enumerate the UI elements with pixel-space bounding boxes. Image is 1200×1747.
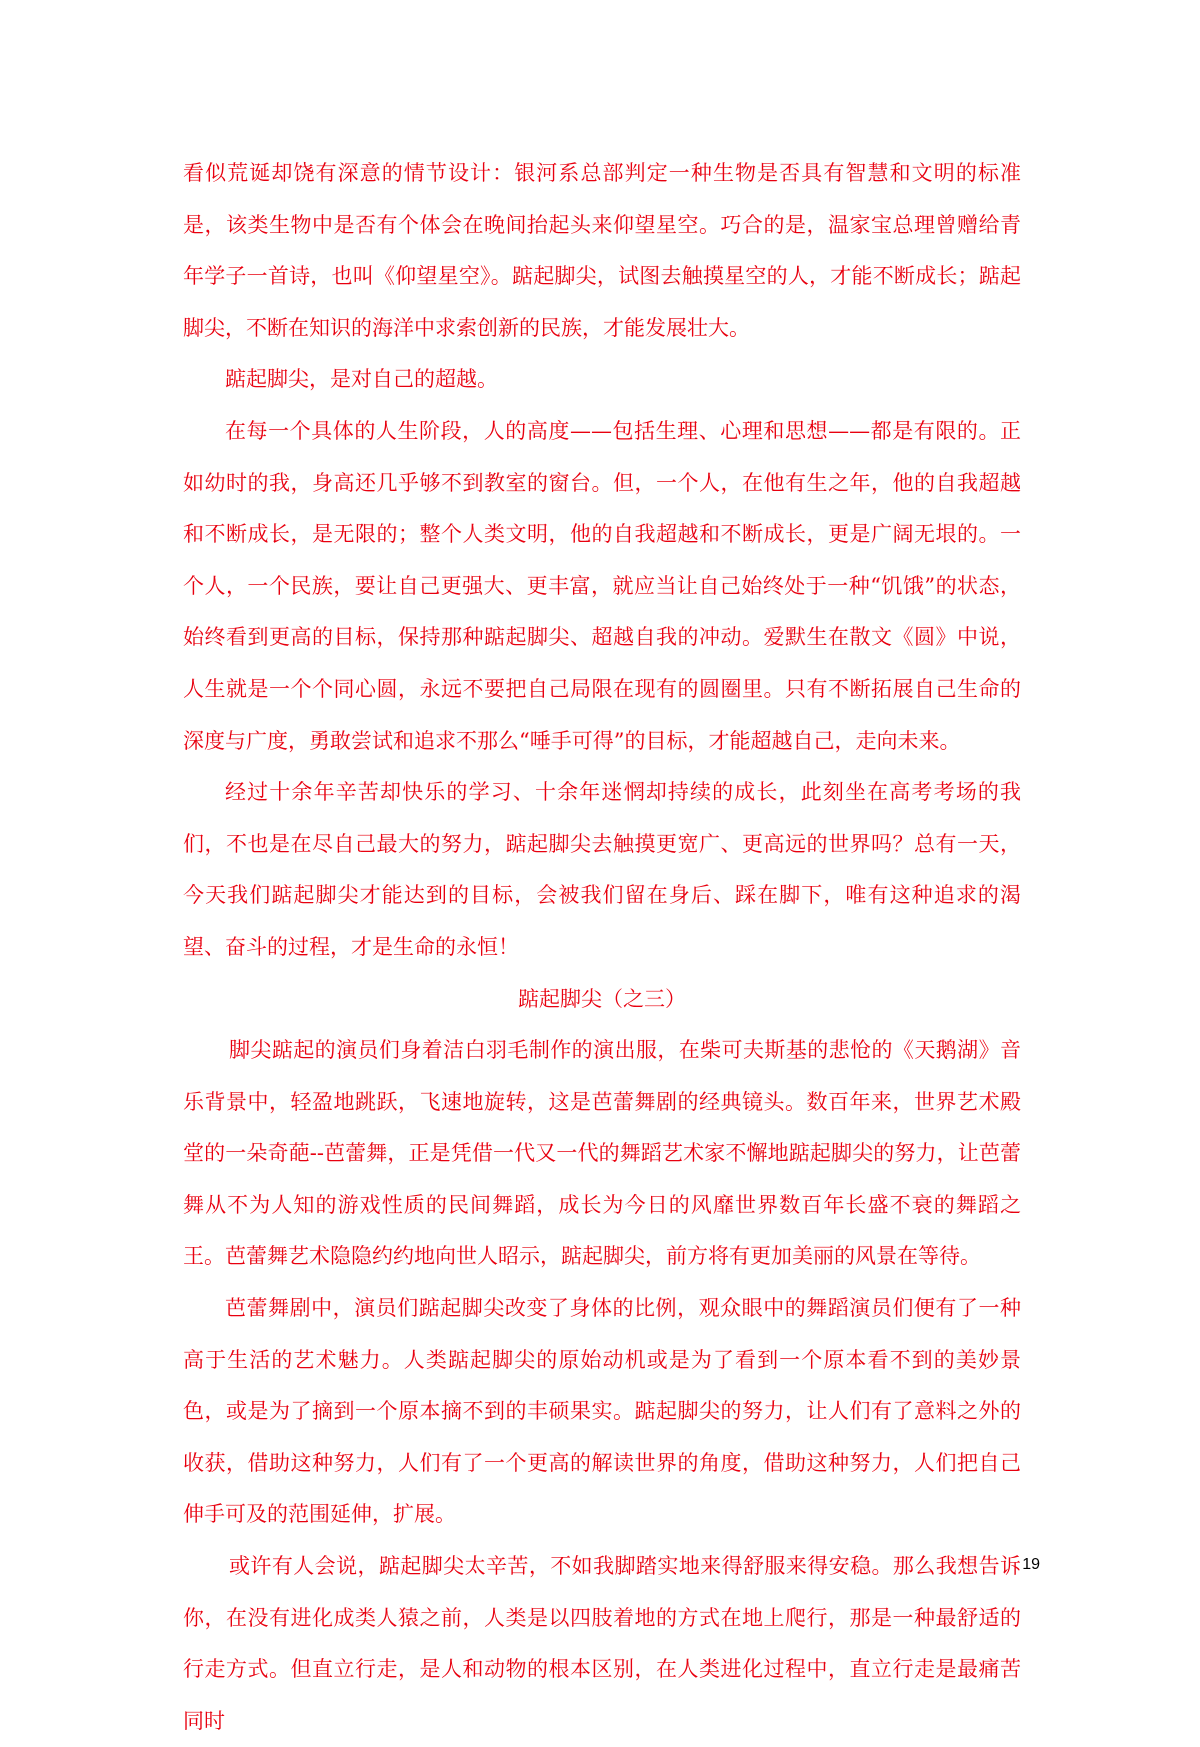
section-title: 踮起脚尖（之三）	[518, 986, 686, 1011]
paragraph-star-gazing: 看似荒诞却饶有深意的情节设计：银河系总部判定一种生物是否具有智慧和文明的标准是，该类生物中是否有个体会在晚间抬起头来仰望星空。巧合的是，温家宝总理曾赠给青年学子一首诗，也叫《仰望星空》。踮起脚尖，试图去触摸星空的人，才能不断成长；踮起脚尖，不断在知识的海洋中求索创新的民族，才能发展壮大。	[183, 161, 1021, 340]
paragraph-exam-reflection: 经过十余年辛苦却快乐的学习、十余年迷惘却持续的成长，此刻坐在高考考场的我们，不也是在尽自己最大的努力，踮起脚尖去触摸更宽广、更高远的世界吗？总有一天，今天我们踮起脚尖才能达到的目标，会被我们留在身后、踩在脚下，唯有这种追求的渴望、奋斗的过程，才是生命的永恒！	[183, 780, 1021, 959]
paragraph-upright-walking: 或许有人会说，踮起脚尖太辛苦，不如我脚踏实地来得舒服来得安稳。那么我想告诉你，在没有进化成类人猿之前，人类是以四肢着地的方式在地上爬行，那是一种最舒适的行走方式。但直立行走，是人和动物的根本区别，在人类进化过程中，直立行走是最痛苦同时	[183, 1554, 1021, 1733]
paragraph-ballet-intro: 脚尖踮起的演员们身着洁白羽毛制作的演出服，在柴可夫斯基的悲怆的《天鹅湖》音乐背景中，轻盈地跳跃，飞速地旋转，这是芭蕾舞剧的经典镜头。数百年来，世界艺术殿堂的一朵奇葩--芭蕾舞，正是凭借一代又一代的舞蹈艺术家不懈地踮起脚尖的努力，让芭蕾舞从不为人知的游戏性质的民间舞蹈，成长为今日的风靡世界数百年长盛不衰的舞蹈之王。芭蕾舞艺术隐隐约约地向世人昭示，踮起脚尖，前方将有更加美丽的风景在等待。	[183, 1038, 1021, 1269]
paragraph-life-stages: 在每一个具体的人生阶段，人的高度——包括生理、心理和思想——都是有限的。正如幼时的我，身高还几乎够不到教室的窗台。但，一个人，在他有生之年，他的自我超越和不断成长，是无限的；整个人类文明，他的自我超越和不断成长，更是广阔无垠的。一个人，一个民族，要让自己更强大、更丰富，就应当让自己始终处于一种“饥饿”的状态，始终看到更高的目标，保持那种踮起脚尖、超越自我的冲动。爱默生在散文《圆》中说，人生就是一个个同心圆，永远不要把自己局限在现有的圆圈里。只有不断拓展自己生命的深度与广度，勇敢尝试和追求不那么“唾手可得”的目标，才能超越自己，走向未来。	[183, 418, 1021, 753]
paragraph-self-transcendence-thesis: 踮起脚尖，是对自己的超越。	[225, 367, 498, 392]
page-number: 19	[1022, 1556, 1040, 1573]
essay-body	[183, 148, 1021, 1747]
paragraph-ballet-proportion: 芭蕾舞剧中，演员们踮起脚尖改变了身体的比例，观众眼中的舞蹈演员们便有了一种高于生活的艺术魅力。人类踮起脚尖的原始动机或是为了看到一个原本看不到的美妙景色，或是为了摘到一个原本摘不到的丰硕果实。踮起脚尖的努力，让人们有了意料之外的收获，借助这种努力，人们有了一个更高的解读世界的角度，借助这种努力，人们把自己伸手可及的范围延伸，扩展。	[183, 1296, 1021, 1527]
